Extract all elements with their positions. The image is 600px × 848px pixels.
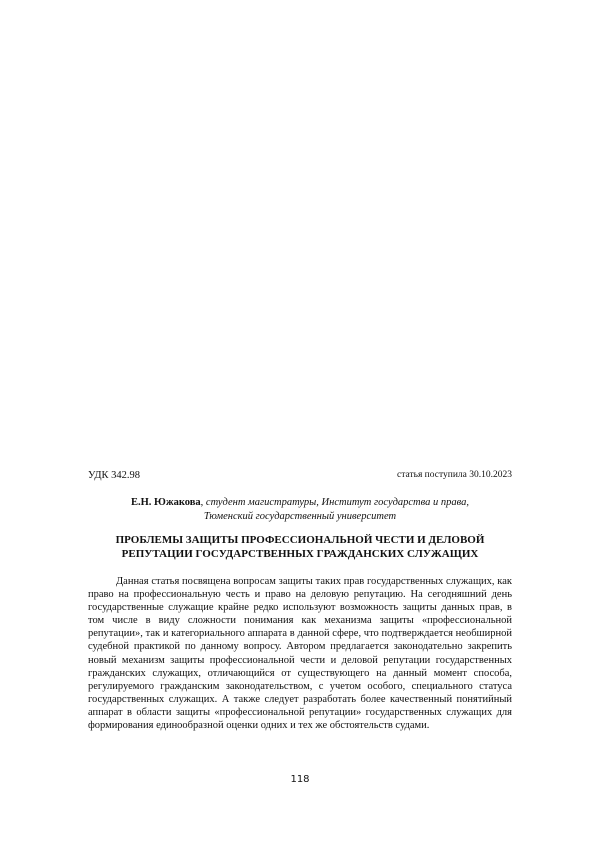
title-line-2: РЕПУТАЦИИ ГОСУДАРСТВЕННЫХ ГРАЖДАНСКИХ СЛУЖАЩИХ bbox=[121, 548, 479, 560]
page-number: 118 bbox=[290, 774, 310, 785]
author-name: Е.Н. Южакова bbox=[130, 497, 201, 508]
author-affiliation-2: Тюменский государственный университет bbox=[203, 511, 397, 522]
article-meta bbox=[88, 470, 512, 484]
abstract: Данная статья посвящена вопросам защиты таких прав государственных служащих, как право на профессиональную честь и право на деловую репутацию. На сегодняшний день государственные служащие крайне редко используют возможность защиты данных прав, в том числе в виду сложности понимания как механизма защиты «профессиональной репутации», так и категориального аппарата в данной сфере, что подтверждается необширной судебной практикой по данному вопросу. Автором предлагается законодательно закрепить новый механизм защиты профессиональной чести и деловой репутации государственных гражданских служащих, отличающийся от существующего на данный момент способа, регулируемого гражданским законодательством, с учетом особого, специального статуса государственных служащих. А также следует разработать более качественный понятийный аппарат в области защиты «профессиональной репутации» государственных служащих для формирования единообразной оценки одних и тех же обстоятельств судами. bbox=[88, 576, 512, 732]
udk-code: УДК 342.98 bbox=[88, 470, 141, 481]
article-title bbox=[88, 533, 512, 561]
author-affiliation-1: студент магистратуры, Институт государства и права, bbox=[205, 497, 469, 508]
title-line-1: ПРОБЛЕМЫ ЗАЩИТЫ ПРОФЕССИОНАЛЬНОЙ ЧЕСТИ И ДЕЛОВОЙ bbox=[115, 534, 485, 546]
author-line-1 bbox=[88, 496, 512, 510]
author-separator: , bbox=[200, 497, 206, 508]
received-date: статья поступила 30.10.2023 bbox=[397, 470, 512, 480]
author-block bbox=[88, 496, 512, 524]
